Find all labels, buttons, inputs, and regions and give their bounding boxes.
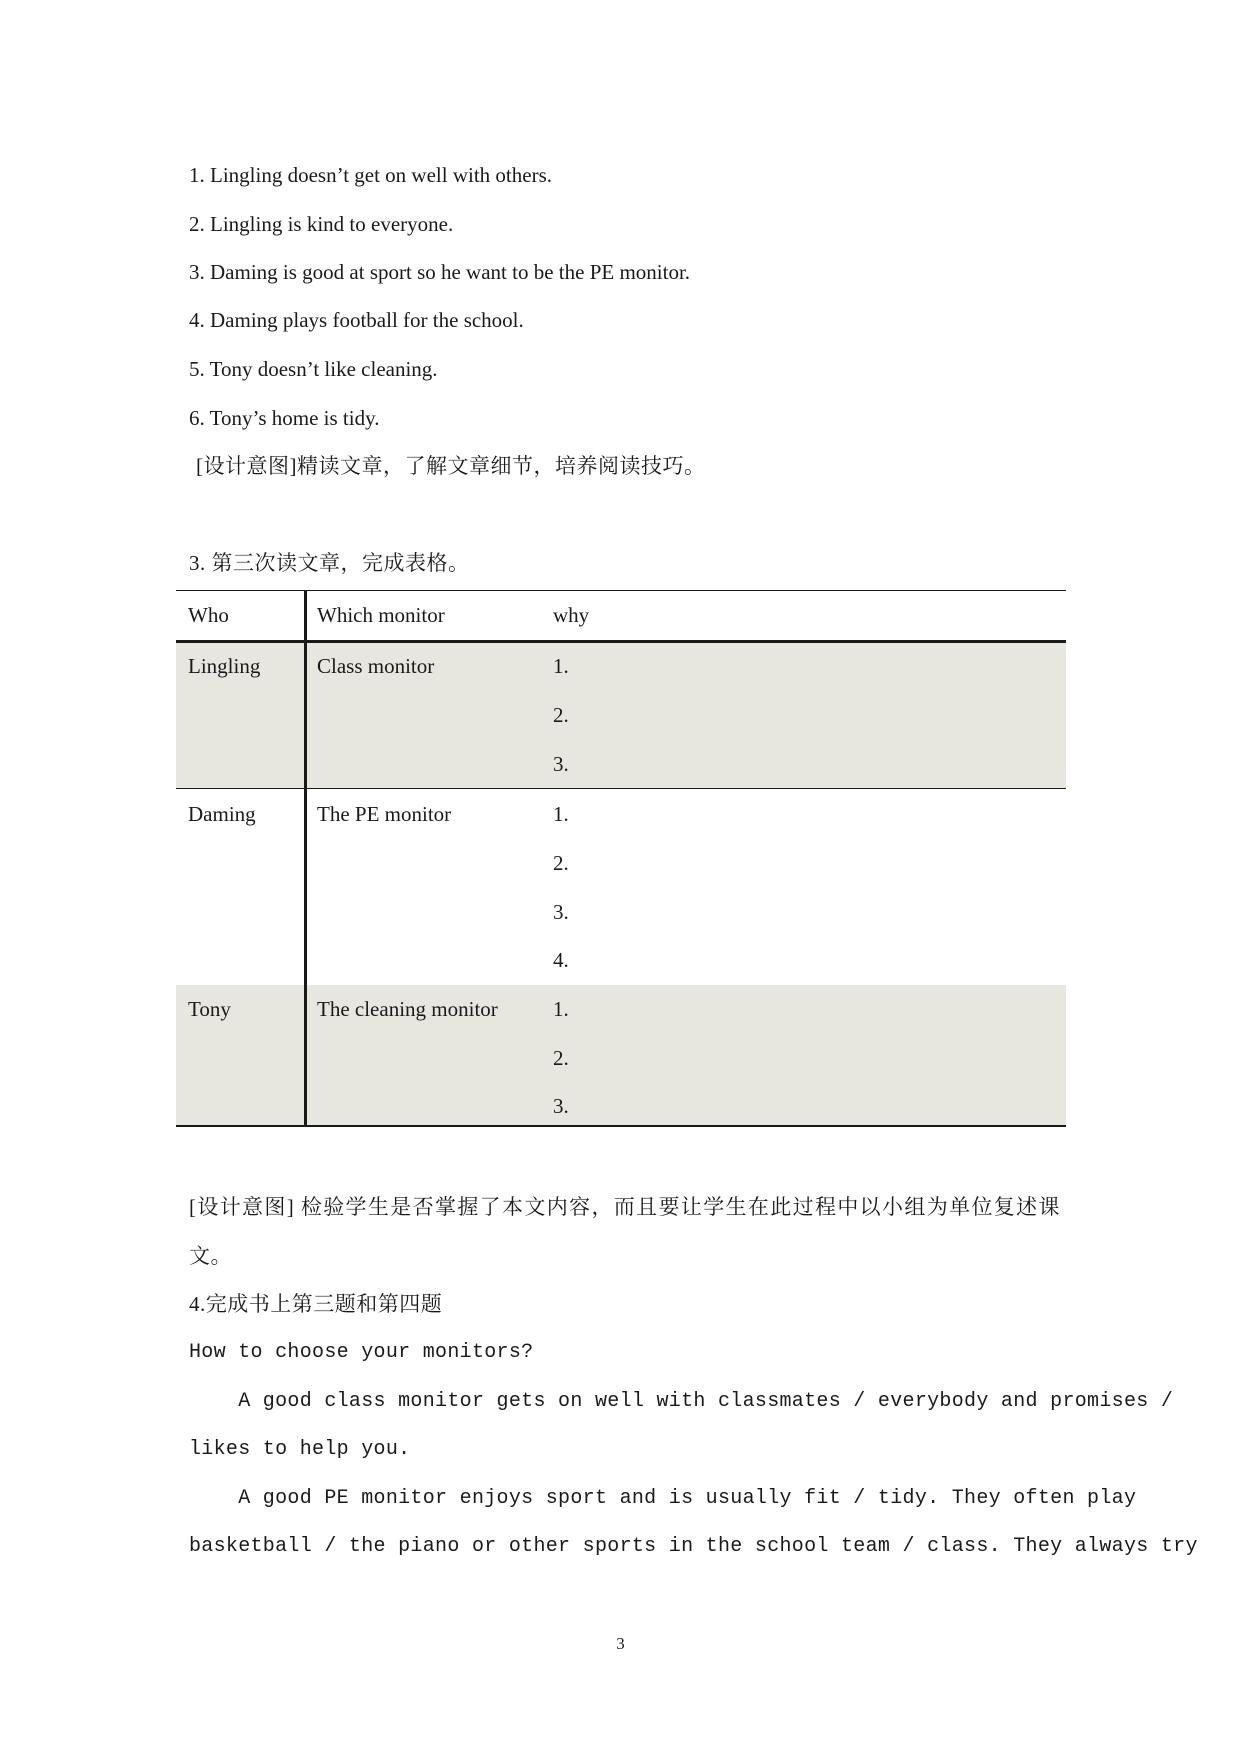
- cell-why-tony-1: 1.: [553, 997, 569, 1021]
- header-why: why: [553, 603, 590, 627]
- table-top-rule: [176, 590, 1066, 591]
- statement-3: 3. Daming is good at sport so he want to be the PE monitor.: [189, 260, 691, 284]
- row-band-tony: [176, 985, 1066, 1125]
- cell-monitor-tony: The cleaning monitor: [317, 997, 498, 1021]
- design-intent-note-1: [设计意图]精读文章，了解文章细节，培养阅读技巧。: [196, 454, 706, 478]
- passage-paragraph-2-line-2: basketball / the piano or other sports in the school team / class. They always try: [189, 1535, 1198, 1558]
- cell-why-daming-2: 2.: [553, 851, 569, 875]
- passage-paragraph-2-line-1: A good PE monitor enjoys sport and is usually fit / tidy. They often play: [189, 1487, 1137, 1510]
- cell-why-lingling-2: 2.: [553, 703, 569, 727]
- cell-why-daming-1: 1.: [553, 802, 569, 826]
- cell-monitor-lingling: Class monitor: [317, 654, 435, 678]
- statement-4: 4. Daming plays football for the school.: [189, 308, 524, 332]
- cell-why-daming-3: 3.: [553, 900, 569, 924]
- statement-5: 5. Tony doesn’t like cleaning.: [189, 357, 438, 381]
- cell-why-tony-2: 2.: [553, 1046, 569, 1070]
- cell-why-daming-4: 4.: [553, 948, 569, 972]
- passage-paragraph-1-line-1: A good class monitor gets on well with classmates / everybody and promises /: [189, 1390, 1174, 1413]
- statement-1: 1. Lingling doesn’t get on well with others.: [189, 163, 552, 187]
- cell-who-lingling: Lingling: [188, 654, 261, 678]
- statement-2: 2. Lingling is kind to everyone.: [189, 212, 454, 236]
- table-header-rule: [176, 640, 1066, 643]
- cell-monitor-daming: The PE monitor: [317, 802, 452, 826]
- table-row-rule: [176, 788, 1066, 789]
- design-intent-note-2-line-2: 文。: [189, 1244, 232, 1268]
- task-3-heading: 3. 第三次读文章，完成表格。: [189, 551, 470, 575]
- table-bottom-rule: [176, 1125, 1066, 1127]
- page-number: 3: [616, 1634, 625, 1653]
- statement-6: 6. Tony’s home is tidy.: [189, 406, 380, 430]
- header-who: Who: [188, 603, 229, 627]
- passage-title: How to choose your monitors?: [189, 1341, 534, 1364]
- design-intent-note-2-line-1: [设计意图] 检验学生是否掌握了本文内容，而且要让学生在此过程中以小组为单位复述课: [189, 1195, 1060, 1219]
- cell-why-lingling-1: 1.: [553, 654, 569, 678]
- header-which-monitor: Which monitor: [317, 603, 445, 627]
- row-band-lingling: [176, 642, 1066, 788]
- cell-who-daming: Daming: [188, 802, 256, 826]
- passage-paragraph-1-line-2: likes to help you.: [189, 1438, 411, 1461]
- cell-who-tony: Tony: [188, 997, 231, 1021]
- cell-why-tony-3: 3.: [553, 1094, 569, 1118]
- task-4-heading: 4.完成书上第三题和第四题: [189, 1292, 443, 1316]
- cell-why-lingling-3: 3.: [553, 752, 569, 776]
- table-column-rule: [304, 590, 307, 1127]
